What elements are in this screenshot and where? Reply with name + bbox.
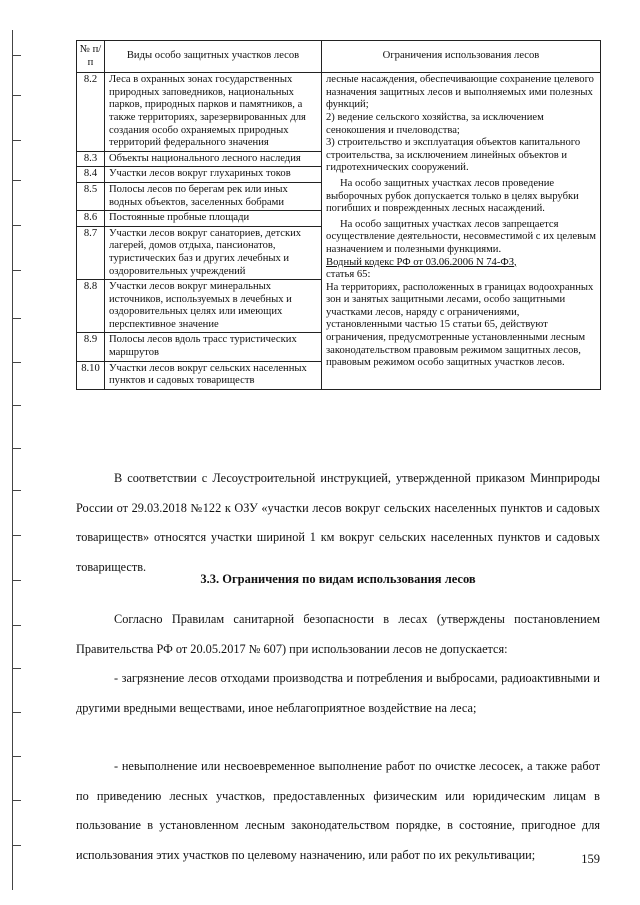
row-type: Постоянные пробные площади — [105, 211, 322, 227]
row-type: Участки лесов вокруг минеральных источников, используемых в лечебных и оздоровительных целях или имеющих перспективное значение — [105, 280, 322, 333]
limit-law-reference — [326, 257, 596, 282]
protected-areas-table-wrap — [76, 40, 600, 390]
list-item: - загрязнение лесов отходами производства и потребления и выбросами, радиоактивными и другими вредными веществами, иное неблагоприятное воздействие на леса; — [76, 671, 600, 715]
row-type: Участки лесов вокруг сельских населенных пунктов и садовых товариществ — [105, 361, 322, 389]
limit-paragraph: На особо защитных участках лесов проведение выборочных рубок допускается только в целях вырубки погибших и поврежденных лесных насаждений. — [326, 177, 579, 215]
row-num: 8.5 — [77, 182, 105, 210]
row-num: 8.2 — [77, 73, 105, 152]
limit-paragraph: На территориях, расположенных в границах водоохранных зон и занятых защитными лесами, особо защитными участками лесов, наряду с ограничениями, установленными частью 15 статьи 65, действуют ограничения, предусмотренные установленными лесным законодательством правовым режимом защитных лесов, правовым режимом особо защитных участков лесов. — [326, 281, 594, 369]
table-header-row — [77, 41, 601, 73]
limit-paragraph: 3) строительство и эксплуатация объектов капитального строительства, за исключением линейных объектов и гидротехнических сооружений. — [326, 137, 581, 174]
row-num: 8.8 — [77, 280, 105, 333]
list-item: - невыполнение или несвоевременное выполнение работ по очистке лесосек, а также работ по приведению лесных участков, предоставленных физическим или юридическим лицам в пользование в установленном лесным законодательством порядке, в состояние, пригодное для использования этих участков по целевому назначению, или работ по их рекультивации; — [76, 759, 600, 862]
limits-cell — [322, 73, 601, 390]
row-type: Участки лесов вокруг санаториев, детских лагерей, домов отдыха, пансионатов, туристических баз и других лечебных и оздоровительных учреждений — [105, 226, 322, 279]
protected-areas-table — [76, 40, 601, 390]
row-type: Объекты национального лесного наследия — [105, 151, 322, 167]
row-type: Участки лесов вокруг глухариных токов — [105, 167, 322, 183]
row-type: Леса в охранных зонах государственных природных заповедников, национальных парков, природных парков и памятников, а также территориях, зарезервированных для создания особо охраняемых природных территорий федерального значения — [105, 73, 322, 152]
row-type: Полосы лесов по берегам рек или иных водных объектов, заселенных бобрами — [105, 182, 322, 210]
page-number: 159 — [581, 852, 600, 866]
section-heading: 3.3. Ограничения по видам использования лесов — [200, 572, 476, 586]
row-type: Полосы лесов вдоль трасс туристических маршрутов — [105, 333, 322, 361]
water-code-link[interactable]: Водный кодекс РФ от 03.06.2006 N 74-ФЗ, — [326, 256, 517, 268]
row-num: 8.6 — [77, 211, 105, 227]
sanitary-rules-paragraph: Согласно Правилам санитарной безопасности в лесах (утверждены постановлением Правительства РФ от 20.05.2017 № 607) при использовании лесов не допускается: — [76, 612, 600, 656]
limit-paragraph: лесные насаждения, обеспечивающие сохранение целевого назначения защитных лесов и выполняемых ими полезных функций; — [326, 74, 594, 111]
row-num: 8.10 — [77, 361, 105, 389]
limit-paragraph: На особо защитных участках лесов запрещается осуществление деятельности, несовместимой с их целевым назначением и полезными функциями. — [326, 218, 596, 255]
row-num: 8.4 — [77, 167, 105, 183]
header-type: Виды особо защитных участков лесов — [105, 41, 322, 73]
header-num: № п/п — [77, 41, 105, 73]
limit-paragraph: 2) ведение сельского хозяйства, за исключением сенокошения и пчеловодства; — [326, 111, 544, 136]
row-num: 8.7 — [77, 226, 105, 279]
law-article: статья 65: — [326, 269, 371, 281]
instruction-paragraph: В соответствии с Лесоустроительной инструкцией, утвержденной приказом Минприроды России от 29.03.2018 №122 к ОЗУ «участки лесов вокруг сельских населенных пунктов и садовых товариществ» относятся участки шириной 1 км вокруг сельских населенных пунктов и садовых товариществ. — [76, 471, 600, 574]
row-num: 8.9 — [77, 333, 105, 361]
row-num: 8.3 — [77, 151, 105, 167]
header-limits: Ограничения использования лесов — [322, 41, 601, 73]
table-row — [77, 73, 601, 152]
